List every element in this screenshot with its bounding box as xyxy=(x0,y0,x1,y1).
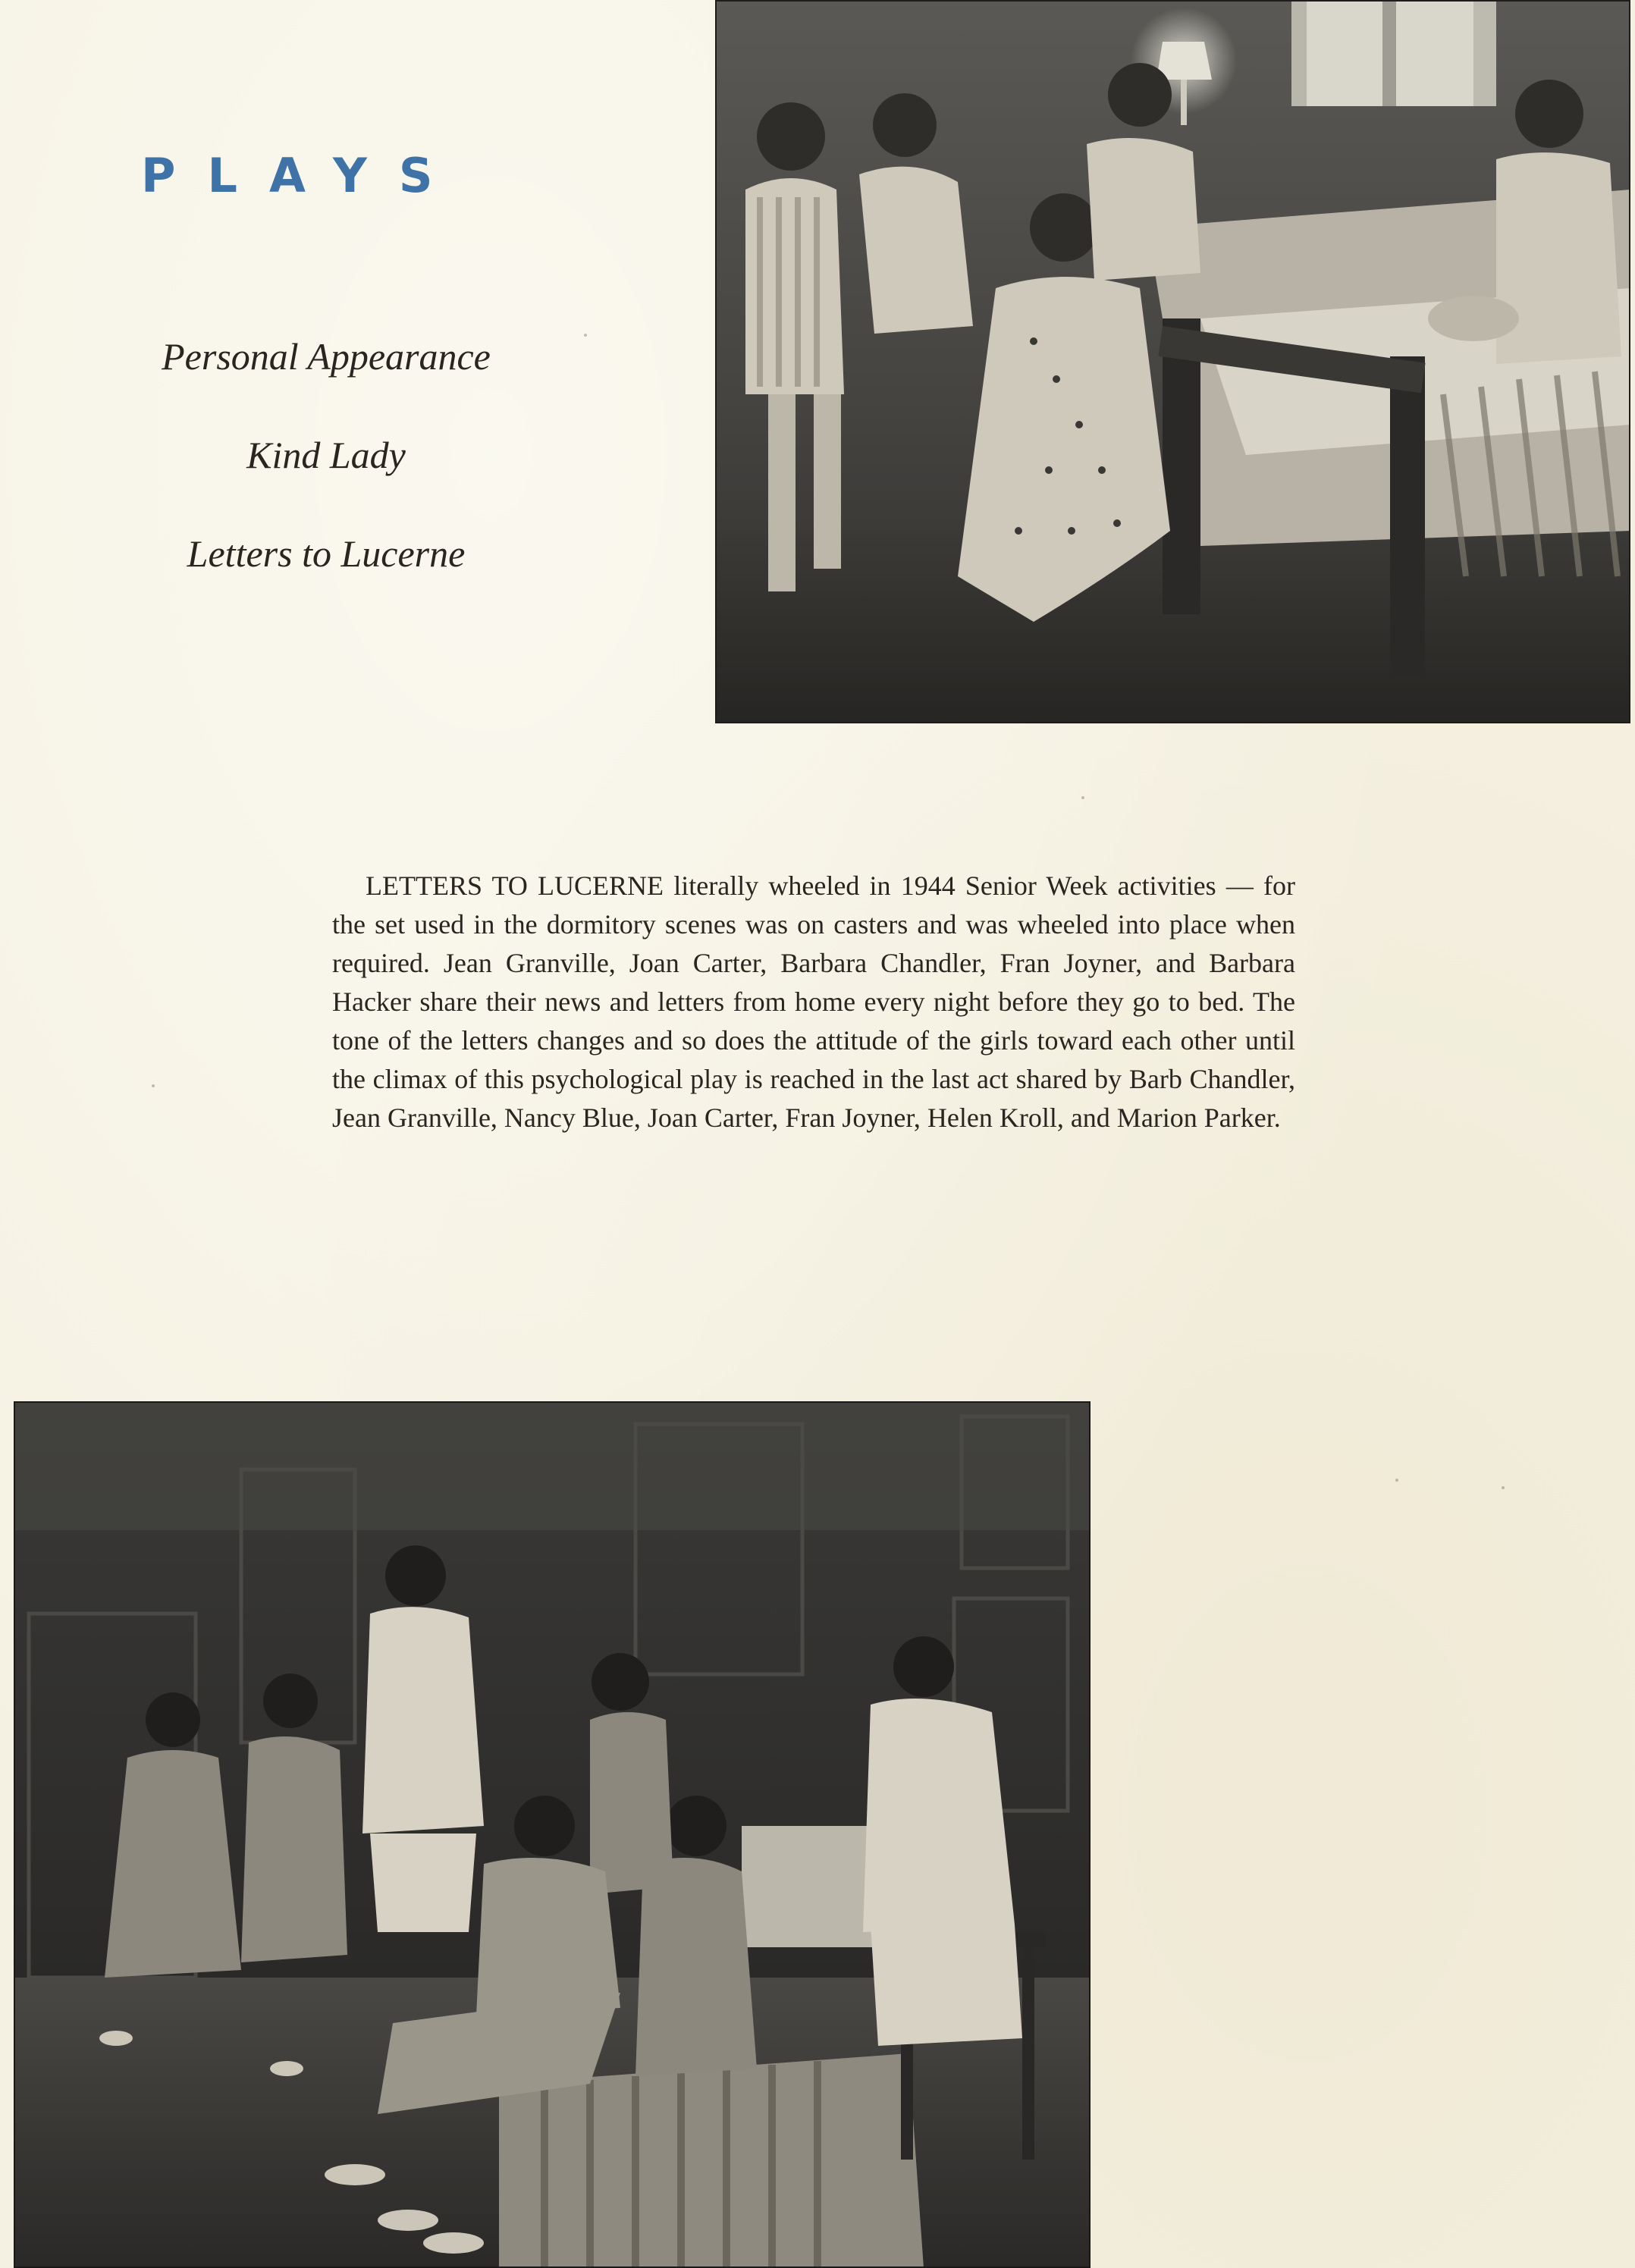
paper-speck xyxy=(152,1084,155,1087)
page-heading: PLAYS xyxy=(141,148,465,203)
play-title-kind-lady: Kind Lady xyxy=(246,434,406,476)
paper-speck xyxy=(1502,1486,1505,1489)
paper-speck xyxy=(1395,1479,1398,1482)
paper-speck xyxy=(584,334,587,337)
article-paragraph: LETTERS TO LUCERNE literally wheeled in 1944 Senior Week activities — for the set used in the dormitory scenes was on casters and was wheeled into place when required. Jean Granville, Joan Carter, Barbara Chandler, Fran Joyner, and Barbara Hacker share their news and letters from home every night before they go to bed. The tone of the letters changes and so does the attitude of the girls toward each other until the climax of this psychological play is reached in the last act shared by Barb Chandler, Jean Granville, Nancy Blue, Joan Carter, Fran Joyner, Helen Kroll, and Marion Parker. xyxy=(332,870,1295,1133)
paper-speck xyxy=(1081,796,1084,799)
stage-scene-photo xyxy=(14,1401,1091,2268)
play-title-personal-appearance: Personal Appearance xyxy=(162,335,491,378)
play-title-letters-to-lucerne: Letters to Lucerne xyxy=(187,532,466,575)
dormitory-scene-photo xyxy=(715,0,1630,723)
play-list xyxy=(114,334,538,629)
